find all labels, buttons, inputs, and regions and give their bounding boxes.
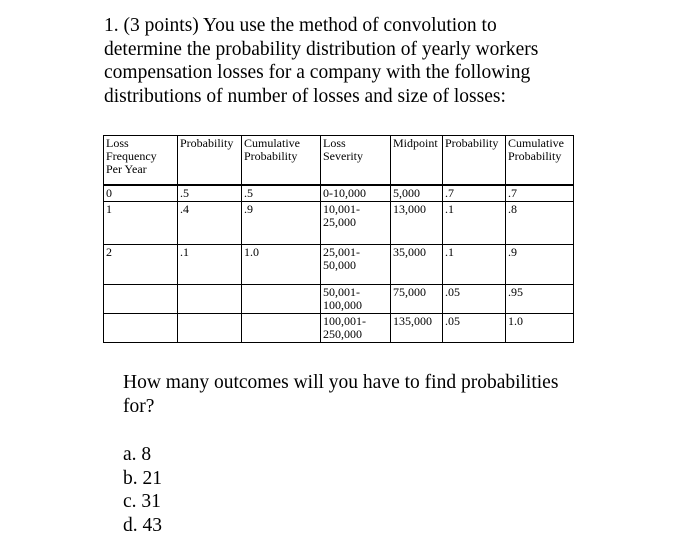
table-cell: 1 bbox=[104, 202, 178, 245]
table-cell: .8 bbox=[506, 202, 574, 245]
table-cell: 50,001-100,000 bbox=[321, 285, 391, 314]
table-cell: 5,000 bbox=[391, 185, 443, 202]
header-frequency-cumulative: Cumulative Probability bbox=[242, 136, 321, 186]
table-header-row bbox=[104, 136, 574, 186]
table-cell: 1.0 bbox=[242, 245, 321, 285]
table-cell: .1 bbox=[443, 202, 506, 245]
table-cell: .4 bbox=[178, 202, 242, 245]
choice-b[interactable]: b. 21 bbox=[123, 467, 162, 489]
choice-a[interactable]: a. 8 bbox=[123, 444, 152, 465]
table-cell: 1.0 bbox=[506, 314, 574, 343]
table-cell: 13,000 bbox=[391, 202, 443, 245]
table-cell: .5 bbox=[242, 185, 321, 202]
table-row bbox=[104, 185, 574, 202]
table-row bbox=[104, 245, 574, 285]
table-cell: 100,001-250,000 bbox=[321, 314, 391, 343]
table-cell bbox=[242, 285, 321, 314]
table-cell: .1 bbox=[443, 245, 506, 285]
table-cell: .05 bbox=[443, 314, 506, 343]
answer-choices bbox=[123, 443, 162, 537]
table-row bbox=[104, 314, 574, 343]
table-cell: 0 bbox=[104, 185, 178, 202]
choice-d[interactable]: d. 43 bbox=[123, 514, 162, 536]
question-text: 1. (3 points) You use the method of convolution to determine the probability distribution of yearly workers compensation losses for a company with the following distributions of number of losses and size of losses: bbox=[104, 15, 539, 107]
table-row bbox=[104, 202, 574, 245]
table-cell: 135,000 bbox=[391, 314, 443, 343]
table-cell: 35,000 bbox=[391, 245, 443, 285]
table-cell bbox=[178, 314, 242, 343]
table-cell bbox=[104, 314, 178, 343]
table-cell: .9 bbox=[242, 202, 321, 245]
choice-c[interactable]: c. 31 bbox=[123, 491, 161, 512]
table-cell: .95 bbox=[506, 285, 574, 314]
table-cell: 10,001-25,000 bbox=[321, 202, 391, 245]
table-cell: .05 bbox=[443, 285, 506, 314]
loss-distribution-table bbox=[103, 135, 574, 343]
header-severity-probability: Probability bbox=[443, 136, 506, 186]
table-cell: 0-10,000 bbox=[321, 185, 391, 202]
header-loss-frequency: Loss Frequency Per Year bbox=[104, 136, 178, 186]
table-cell: 75,000 bbox=[391, 285, 443, 314]
sub-question-text: How many outcomes will you have to find probabilities for? bbox=[123, 372, 559, 417]
table-cell: .5 bbox=[178, 185, 242, 202]
header-frequency-probability: Probability bbox=[178, 136, 242, 186]
table-cell: .9 bbox=[506, 245, 574, 285]
table-cell bbox=[178, 285, 242, 314]
table-cell: .7 bbox=[506, 185, 574, 202]
table-cell: .1 bbox=[178, 245, 242, 285]
header-loss-severity: Loss Severity bbox=[321, 136, 391, 186]
table-row bbox=[104, 285, 574, 314]
table-cell bbox=[104, 285, 178, 314]
header-severity-cumulative: Cumulative Probability bbox=[506, 136, 574, 186]
table-cell: 25,001-50,000 bbox=[321, 245, 391, 285]
header-midpoint: Midpoint bbox=[391, 136, 443, 186]
table-cell: .7 bbox=[443, 185, 506, 202]
table-cell bbox=[242, 314, 321, 343]
table-cell: 2 bbox=[104, 245, 178, 285]
